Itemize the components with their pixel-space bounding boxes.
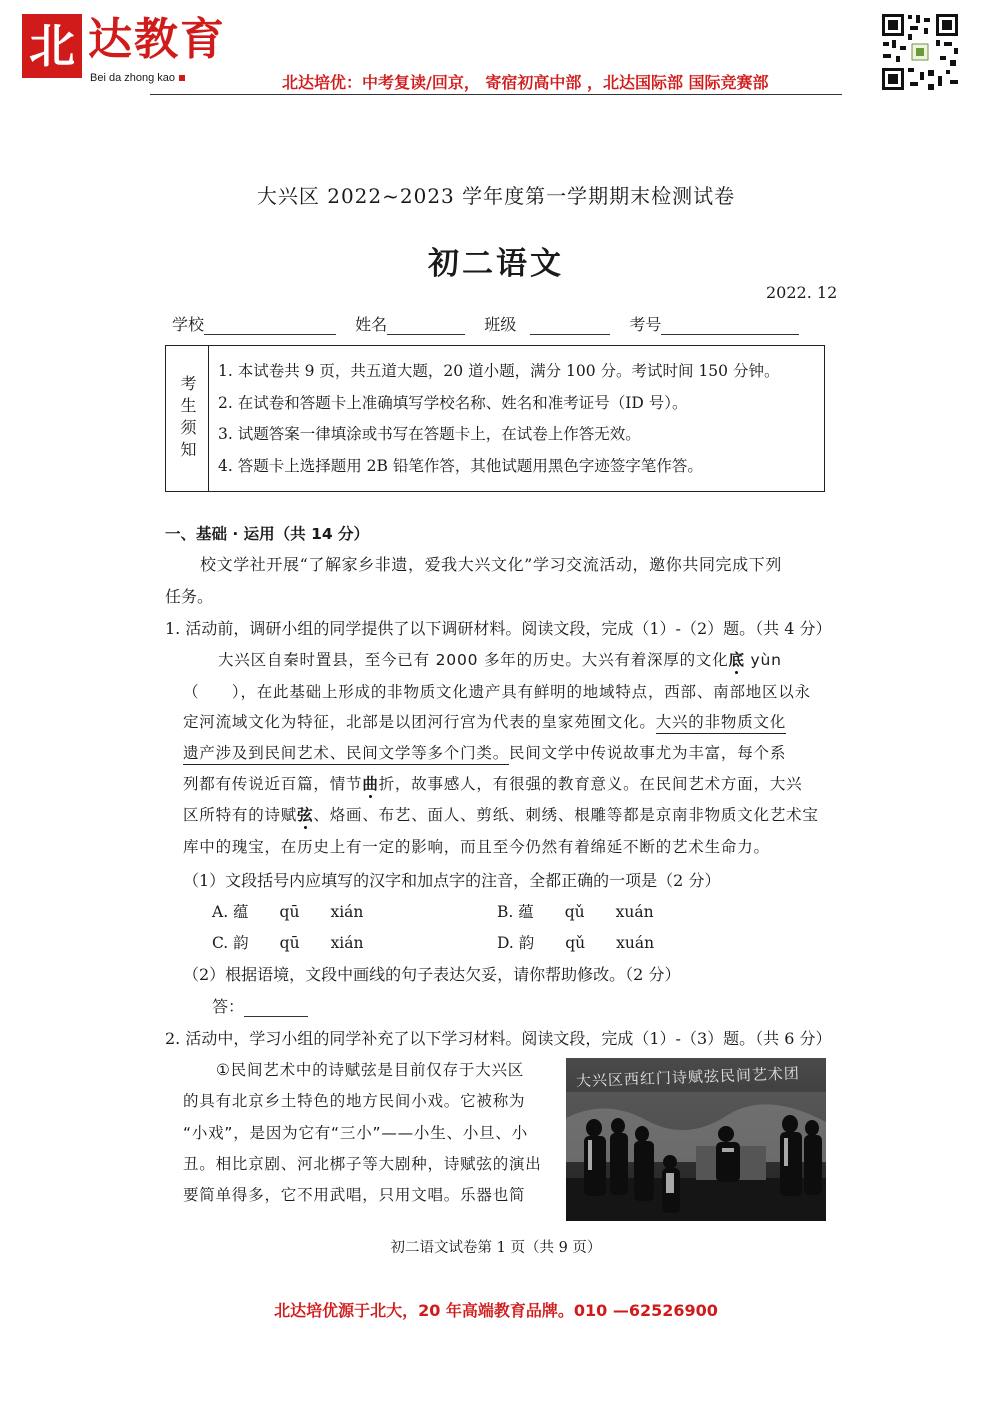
dotted-character: 底 bbox=[728, 651, 745, 669]
underlined-sentence: 遗产涉及到民间艺术、民间文学等多个门类。 bbox=[183, 744, 509, 765]
logo-dot bbox=[179, 75, 185, 81]
option-a[interactable]: A. 蕴 qū xián bbox=[212, 903, 364, 921]
passage-line: （ ），在此基础上形成的非物质文化遗产具有鲜明的地域特点，西部、南部地区以永 bbox=[183, 683, 811, 701]
exam-title: 大兴区 2022~2023 学年度第一学期期末检测试卷 bbox=[256, 184, 736, 208]
school-field bbox=[172, 312, 336, 335]
passage-line: “小戏”，是因为它有“三小”——小生、小旦、小 bbox=[183, 1124, 529, 1142]
photo-banner-text: 大兴区西红门诗赋弦民间艺术团 bbox=[575, 1064, 801, 1091]
pinyin: yùn bbox=[744, 651, 782, 669]
subject-title: 初二语文 bbox=[428, 246, 564, 282]
passage-line bbox=[183, 741, 786, 763]
passage-line: 库中的瑰宝，在历史上有一定的影响，而且至今仍然有着绵延不断的艺术生命力。 bbox=[183, 838, 770, 856]
option-b[interactable]: B. 蕴 qǔ xuán bbox=[497, 903, 654, 921]
passage-line: 要简单得多，它不用武唱，只用文唱。乐器也简 bbox=[183, 1186, 526, 1204]
school-blank[interactable] bbox=[204, 318, 336, 335]
passage-text: 列都有传说近百篇，情节 bbox=[183, 775, 363, 793]
passage-text: 大兴区自秦时置县，至今已有 2000 多年的历史。大兴有着深厚的文化 bbox=[218, 651, 729, 669]
question-2-stem: 2. 活动中，学习小组的同学补充了以下学习材料。阅读文段，完成（1）-（3）题。（共 6 分） bbox=[165, 1029, 832, 1048]
school-label: 学校 bbox=[172, 315, 205, 334]
notice-list bbox=[218, 356, 779, 482]
logo-subtitle-text: Bei da zhong kao bbox=[90, 72, 176, 84]
notice-item: 4. 答题卡上选择题用 2B 铅笔作答，其他试题用黑色字迹签字笔作答。 bbox=[218, 456, 703, 475]
passage-text: 民间文学中传说故事尤为丰富，每个系 bbox=[509, 744, 787, 762]
underlined-sentence: 大兴的非物质文化 bbox=[656, 713, 786, 734]
exam-number-field bbox=[629, 312, 799, 335]
dotted-character: 曲 bbox=[362, 775, 379, 793]
passage-line bbox=[183, 710, 786, 732]
passage-text: 区所特有的诗赋 bbox=[183, 806, 298, 824]
passage-line: ①民间艺术中的诗赋弦是目前仅存于大兴区 bbox=[216, 1061, 525, 1079]
passage-text: 定河流域文化为特征，北部是以团河行宫为代表的皇家苑囿文化。 bbox=[183, 713, 656, 731]
passage-text: 折，故事感人，有很强的教育意义。在民间艺术方面，大兴 bbox=[378, 775, 803, 793]
name-label: 姓名 bbox=[355, 315, 388, 334]
notice-label bbox=[166, 346, 209, 491]
option-c[interactable]: C. 韵 qū xián bbox=[212, 934, 364, 952]
answer-label: 答： bbox=[212, 997, 245, 1016]
logo-subtitle bbox=[90, 72, 185, 84]
answer-blank[interactable] bbox=[244, 1000, 308, 1017]
exam-number-blank[interactable] bbox=[661, 318, 799, 335]
notice-item: 2. 在试卷和答题卡上准确填写学校名称、姓名和准考证号（ID 号）。 bbox=[218, 393, 688, 412]
name-field bbox=[355, 312, 465, 335]
dotted-character: 弦 bbox=[297, 806, 314, 824]
qr-code-icon bbox=[880, 12, 960, 92]
subquestion-1: （1）文段括号内应填写的汉字和加点字的注音，全都正确的一项是（2 分） bbox=[183, 871, 721, 890]
notice-item: 1. 本试卷共 9 页，共五道大题，20 道小题，满分 100 分。考试时间 150 分钟。 bbox=[218, 362, 780, 380]
section-heading: 一、基础 · 运用（共 14 分） bbox=[165, 525, 370, 543]
student-info-line bbox=[172, 312, 813, 335]
section-intro-cont: 任务。 bbox=[165, 587, 214, 606]
class-blank[interactable] bbox=[530, 318, 610, 335]
header-slogan: 北达培优：中考复读/回京， 寄宿初高中部 ，北达国际部 国际竞赛部 bbox=[282, 73, 769, 92]
passage-line: 丑。相比京剧、河北梆子等大剧种，诗赋弦的演出 bbox=[183, 1155, 542, 1173]
passage-line: 的具有北京乡土特色的地方民间小戏。它被称为 bbox=[183, 1092, 526, 1110]
passage-text: 、烙画、布艺、面人、剪纸、刺绣、根雕等都是京南非物质文化艺术宝 bbox=[313, 806, 819, 824]
question-1-stem: 1. 活动前，调研小组的同学提供了以下调研材料。阅读文段，完成（1）-（2）题。（共 4 分） bbox=[165, 619, 832, 638]
class-field bbox=[484, 312, 610, 335]
section-intro: 校文学社开展“了解家乡非遗，爱我大兴文化”学习交流活动，邀你共同完成下列 bbox=[200, 555, 782, 574]
class-label: 班级 bbox=[484, 315, 517, 334]
answer-field bbox=[212, 994, 308, 1017]
subquestion-2: （2）根据语境，文段中画线的句子表达欠妥，请你帮助修改。（2 分） bbox=[183, 965, 681, 984]
notice-label-text: 考生须知 bbox=[178, 374, 197, 463]
exam-number-label: 考号 bbox=[629, 315, 662, 334]
passage-line bbox=[183, 803, 819, 825]
passage-line bbox=[218, 648, 782, 670]
footer-advertisement: 北达培优源于北大，20 年高端教育品牌。010 —62526900 bbox=[274, 1301, 718, 1320]
passage-line bbox=[183, 772, 802, 794]
option-d[interactable]: D. 韵 qǔ xuán bbox=[497, 934, 655, 952]
page-footer: 初二语文试卷第 1 页（共 9 页） bbox=[390, 1240, 602, 1256]
opera-performance-photo bbox=[566, 1058, 826, 1221]
logo-mark: 北 bbox=[22, 14, 82, 78]
exam-date: 2022. 12 bbox=[766, 283, 838, 302]
notice-item: 3. 试题答案一律填涂或书写在答题卡上，在试卷上作答无效。 bbox=[218, 425, 641, 443]
header-divider bbox=[150, 94, 842, 95]
logo bbox=[22, 14, 254, 90]
name-blank[interactable] bbox=[387, 318, 465, 335]
notice-box bbox=[165, 345, 825, 492]
logo-text: 达教育 bbox=[88, 14, 226, 65]
